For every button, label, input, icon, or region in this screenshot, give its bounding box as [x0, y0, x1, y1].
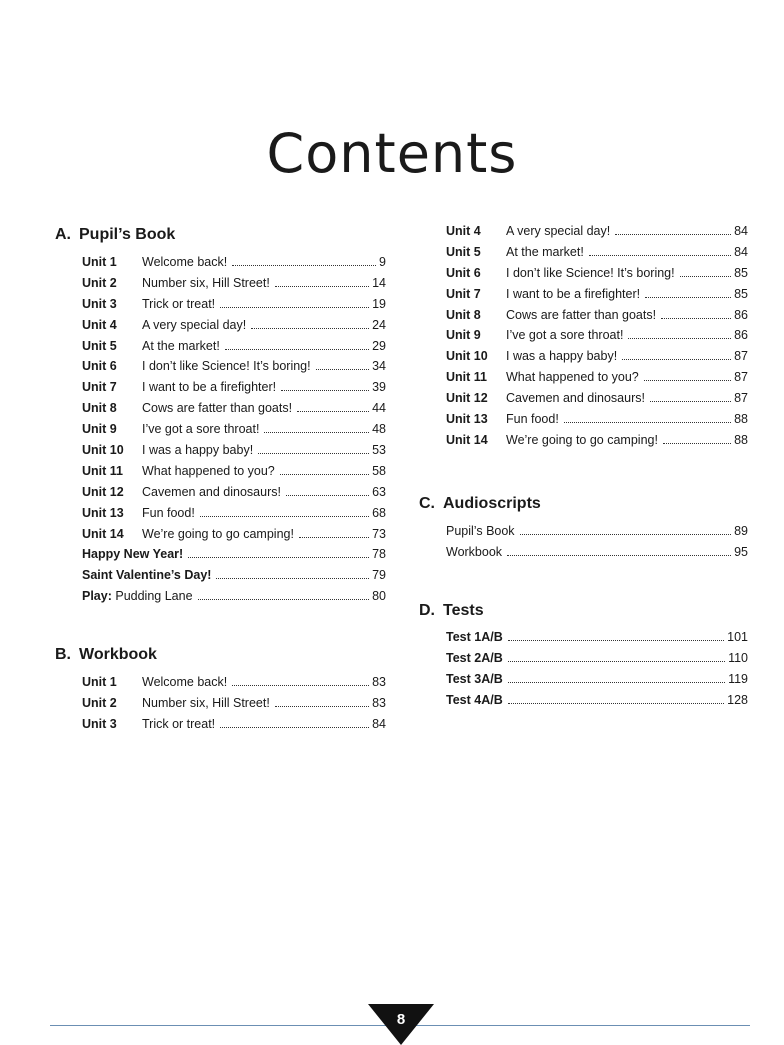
entry-title: At the market!	[506, 244, 584, 259]
dot-leader	[508, 673, 725, 683]
toc-entry[interactable]	[446, 245, 748, 266]
page-ref: 86	[734, 328, 748, 343]
page-ref: 87	[734, 349, 748, 364]
workbook-list-left	[82, 675, 386, 738]
page-ref: 24	[372, 317, 386, 332]
entry-title: A very special day!	[142, 317, 247, 332]
toc-entry[interactable]	[446, 651, 748, 672]
dot-leader	[286, 486, 369, 496]
entry-title: A very special day!	[506, 224, 611, 238]
toc-entry[interactable]	[446, 412, 748, 433]
unit-label: Unit 10	[446, 349, 488, 364]
toc-entry[interactable]	[82, 527, 386, 548]
toc-entry[interactable]	[82, 401, 386, 422]
dot-leader	[188, 548, 369, 558]
section-title: Tests	[443, 602, 484, 619]
page-ref: 119	[728, 671, 748, 686]
dot-leader	[220, 298, 369, 308]
toc-entry[interactable]	[82, 717, 386, 738]
toc-entry[interactable]	[446, 524, 748, 545]
entry-title: Trick or treat!	[142, 716, 216, 731]
dot-leader	[508, 694, 724, 704]
entry-title: Cows are fatter than goats!	[506, 307, 657, 322]
dot-leader	[220, 718, 369, 728]
dot-leader	[507, 546, 731, 556]
dot-leader	[661, 309, 731, 319]
section-c-heading	[419, 495, 541, 513]
toc-entry[interactable]	[82, 547, 386, 568]
unit-label: Unit 2	[82, 275, 117, 290]
page-ref: 78	[372, 547, 386, 562]
dot-leader	[275, 697, 369, 707]
entry-title: I don’t like Science! It’s boring!	[506, 265, 675, 280]
page-ref: 29	[372, 338, 386, 353]
unit-label: Unit 1	[82, 255, 117, 269]
page-ref: 63	[372, 484, 386, 499]
toc-entry[interactable]	[82, 297, 386, 318]
unit-label: Unit 12	[82, 484, 124, 499]
section-letter: A.	[55, 226, 71, 243]
dot-leader	[564, 413, 731, 423]
page-ref: 85	[734, 265, 748, 280]
dot-leader	[589, 246, 731, 256]
toc-entry[interactable]	[446, 224, 748, 245]
page-ref: 53	[372, 443, 386, 458]
unit-label: Unit 4	[82, 317, 117, 332]
unit-label: Unit 2	[82, 695, 117, 710]
section-title: Audioscripts	[443, 495, 541, 512]
entry-title: I want to be a firefighter!	[506, 286, 641, 301]
dot-leader	[232, 676, 369, 686]
entry-title-bold: Happy New Year!	[82, 547, 184, 562]
entry-title: Test 4A/B	[446, 692, 503, 707]
unit-label: Unit 14	[446, 432, 488, 447]
unit-label: Unit 14	[82, 526, 124, 541]
entry-title: Workbook	[446, 544, 503, 559]
dot-leader	[275, 277, 369, 287]
toc-entry[interactable]	[446, 287, 748, 308]
unit-label: Unit 10	[82, 443, 124, 458]
toc-entry[interactable]	[446, 693, 748, 714]
dot-leader	[520, 525, 732, 535]
section-letter: C.	[419, 495, 435, 512]
toc-entry[interactable]	[446, 672, 748, 693]
entry-title: What happened to you?	[142, 463, 275, 478]
unit-label: Unit 13	[446, 412, 488, 427]
toc-entry[interactable]	[446, 391, 748, 412]
entry-title: Welcome back!	[142, 675, 228, 689]
dot-leader	[200, 507, 369, 517]
page-ref: 88	[734, 432, 748, 447]
page-ref: 80	[372, 589, 386, 604]
toc-entry[interactable]	[82, 422, 386, 443]
page-ref: 9	[379, 255, 386, 269]
toc-entry[interactable]	[82, 276, 386, 297]
toc-entry[interactable]	[446, 433, 748, 454]
entry-title: Pupil’s Book	[446, 524, 515, 538]
entry-title: I was a happy baby!	[506, 349, 618, 364]
unit-label: Unit 4	[446, 224, 481, 238]
dot-leader	[644, 371, 731, 381]
page-ref: 14	[372, 275, 386, 290]
unit-label: Unit 6	[446, 265, 481, 280]
entry-title: Fun food!	[142, 505, 195, 520]
unit-label: Unit 13	[82, 505, 124, 520]
toc-entry[interactable]	[82, 675, 386, 696]
dot-leader	[508, 631, 724, 641]
entry-title: We’re going to go camping!	[506, 432, 658, 447]
unit-label: Unit 5	[446, 244, 481, 259]
dot-leader	[680, 267, 731, 277]
page-number: 8	[396, 1011, 406, 1028]
workbook-list-right	[446, 224, 748, 454]
entry-title: What happened to you?	[506, 370, 639, 385]
entry-title: I’ve got a sore throat!	[142, 422, 260, 437]
page-ref: 110	[728, 650, 748, 665]
audioscripts-list	[446, 524, 748, 566]
page-ref: 34	[372, 359, 386, 374]
entry-title: Fun food!	[506, 412, 559, 427]
dot-leader	[622, 350, 731, 360]
dot-leader	[251, 319, 369, 329]
toc-entry[interactable]	[82, 380, 386, 401]
entry-title: Number six, Hill Street!	[142, 275, 270, 290]
page-title: Contents	[266, 122, 518, 185]
entry-title	[82, 568, 211, 582]
toc-entry[interactable]	[82, 359, 386, 380]
toc-entry[interactable]	[446, 328, 748, 349]
toc-entry[interactable]	[82, 589, 386, 610]
page-ref: 101	[727, 630, 748, 644]
toc-entry[interactable]	[446, 349, 748, 370]
unit-label: Unit 1	[82, 675, 117, 689]
page-ref: 88	[734, 412, 748, 427]
entry-title: I’ve got a sore throat!	[506, 328, 624, 343]
toc-entry[interactable]	[446, 308, 748, 329]
dot-leader	[628, 329, 731, 339]
dot-leader	[508, 652, 725, 662]
entry-title: Cavemen and dinosaurs!	[142, 484, 281, 499]
toc-entry[interactable]	[82, 506, 386, 527]
unit-label: Unit 9	[446, 328, 481, 343]
dot-leader	[225, 340, 369, 350]
dot-leader	[645, 288, 731, 298]
entry-title: At the market!	[142, 338, 220, 353]
page-ref: 87	[734, 370, 748, 385]
entry-title-bold: Saint Valentine’s Day!	[82, 568, 212, 583]
entry-title: Number six, Hill Street!	[142, 695, 270, 710]
dot-leader	[663, 434, 731, 444]
pupils-book-list	[82, 255, 386, 610]
entry-title	[82, 547, 183, 561]
page-ref: 84	[372, 716, 386, 731]
dot-leader	[615, 225, 731, 235]
page-ref: 73	[372, 526, 386, 541]
entry-title-rest: Pudding Lane	[111, 589, 193, 604]
unit-label: Unit 11	[82, 463, 123, 478]
page-ref: 95	[734, 544, 748, 559]
toc-entry[interactable]	[82, 318, 386, 339]
section-letter: D.	[419, 602, 435, 619]
dot-leader	[297, 402, 369, 412]
page-ref: 39	[372, 380, 386, 395]
section-letter: B.	[55, 646, 71, 663]
page-ref: 48	[372, 422, 386, 437]
dot-leader	[264, 423, 369, 433]
unit-label: Unit 12	[446, 391, 488, 406]
toc-entry[interactable]	[82, 696, 386, 717]
unit-label: Unit 9	[82, 422, 117, 437]
page-ref: 79	[372, 568, 386, 583]
section-a-heading	[55, 226, 175, 244]
toc-entry[interactable]	[446, 370, 748, 391]
dot-leader	[281, 381, 369, 391]
toc-entry[interactable]	[82, 443, 386, 464]
unit-label: Unit 3	[82, 716, 117, 731]
page-ref: 44	[372, 401, 386, 416]
page-ref: 83	[372, 675, 386, 689]
page-ref: 86	[734, 307, 748, 322]
page-ref: 89	[734, 524, 748, 538]
toc-entry[interactable]	[446, 545, 748, 566]
entry-title: I want to be a firefighter!	[142, 380, 277, 395]
entry-title: Cavemen and dinosaurs!	[506, 391, 645, 406]
entry-title: Trick or treat!	[142, 296, 216, 311]
dot-leader	[216, 569, 369, 579]
page-ref: 87	[734, 391, 748, 406]
entry-title: Test 1A/B	[446, 630, 503, 644]
page-ref: 58	[372, 463, 386, 478]
section-title: Workbook	[79, 646, 157, 663]
entry-title: We’re going to go camping!	[142, 526, 294, 541]
toc-entry[interactable]	[82, 255, 386, 276]
page-ref: 85	[734, 286, 748, 301]
dot-leader	[198, 590, 370, 600]
entry-title: Test 2A/B	[446, 650, 503, 665]
section-title: Pupil’s Book	[79, 226, 176, 243]
unit-label: Unit 7	[446, 286, 481, 301]
entry-title: I was a happy baby!	[142, 443, 254, 458]
unit-label: Unit 3	[82, 296, 117, 311]
dot-leader	[232, 256, 376, 266]
unit-label: Unit 8	[446, 307, 481, 322]
entry-title	[82, 589, 193, 603]
dot-leader	[258, 444, 369, 454]
entry-title: Cows are fatter than goats!	[142, 401, 293, 416]
page-ref: 84	[734, 224, 748, 238]
unit-label: Unit 8	[82, 401, 117, 416]
toc-entry[interactable]	[446, 266, 748, 287]
dot-leader	[650, 392, 731, 402]
page-ref: 19	[372, 296, 386, 311]
page-ref: 68	[372, 505, 386, 520]
unit-label: Unit 11	[446, 370, 487, 385]
dot-leader	[316, 360, 369, 370]
unit-label: Unit 7	[82, 380, 117, 395]
toc-entry[interactable]	[82, 464, 386, 485]
unit-label: Unit 5	[82, 338, 117, 353]
tests-list	[446, 630, 748, 714]
entry-title-bold: Play:	[82, 589, 112, 604]
section-b-heading	[55, 646, 157, 664]
toc-entry[interactable]	[82, 485, 386, 506]
entry-title: I don’t like Science! It’s boring!	[142, 359, 311, 374]
page-ref: 84	[734, 244, 748, 259]
toc-entry[interactable]	[446, 630, 748, 651]
dot-leader	[299, 528, 369, 538]
toc-entry[interactable]	[82, 568, 386, 589]
section-d-heading	[419, 602, 484, 620]
entry-title: Test 3A/B	[446, 671, 503, 686]
entry-title: Welcome back!	[142, 255, 228, 269]
unit-label: Unit 6	[82, 359, 117, 374]
page-ref: 128	[727, 692, 748, 707]
page-ref: 83	[372, 695, 386, 710]
dot-leader	[280, 465, 369, 475]
toc-entry[interactable]	[82, 339, 386, 360]
